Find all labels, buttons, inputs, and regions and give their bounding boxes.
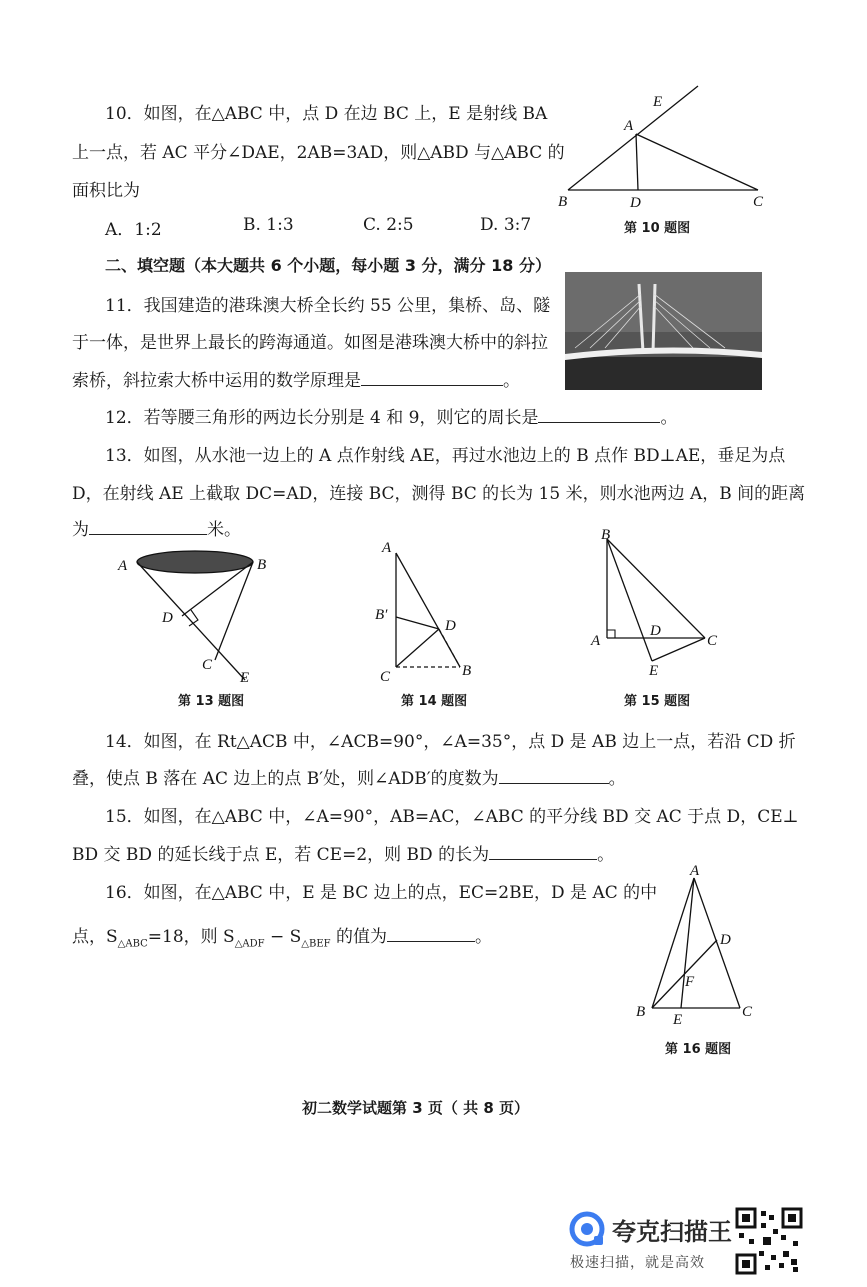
quark-logo-icon [568,1210,606,1248]
q15-label-e: E [649,663,659,679]
q15-label-c: C [707,633,718,649]
q15-label-d: D [650,623,661,639]
q13-line3: 为 米。 [72,520,241,540]
brand-slogan: 极速扫描，就是高效 [570,1255,705,1271]
q13-label-a: A [118,558,128,574]
q16-label-d: D [720,932,731,948]
q15-label-a: A [591,633,601,649]
bridge-photo [565,272,762,390]
q11-line2: 于一体，是世界上最长的跨海通道。如图是港珠澳大桥中的斜拉 [72,333,548,353]
q13-caption: 第 13 题图 [178,694,245,709]
q13-figure [110,540,270,685]
q15-line1: 15．如图，在△ABC 中，∠A=90°，AB=AC，∠ABC 的平分线 BD 交 AC 于点 D，CE⊥ [105,807,799,827]
q13-label-d: D [162,610,173,626]
q10-label-d: D [630,195,641,211]
q15-figure [585,525,725,680]
q16-label-b: B [636,1004,646,1020]
page-footer: 初二数学试题第 3 页（ 共 8 页） [302,1099,529,1117]
q10-line1: 10．如图，在△ABC 中，点 D 在边 BC 上，E 是射线 BA [105,104,548,124]
q16-label-a: A [690,863,700,879]
q13-line1: 13．如图，从水池一边上的 A 点作射线 AE，再过水池边上的 B 点作 BD⊥AE，垂足为点 [105,446,786,466]
q13-label-e: E [240,670,250,685]
qr-code-icon [735,1207,803,1275]
brand-name: 夸克扫描王 [612,1218,732,1246]
q10-option-c: C. 2:5 [363,215,414,235]
q11-line3: 索桥，斜拉索大桥中运用的数学原理是 。 [72,371,520,391]
q15-line2: BD 交 BD 的延长线于点 E，若 CE=2，则 BD 的长为 。 [72,845,615,865]
q16-label-e: E [673,1012,683,1028]
q10-label-a: A [624,118,634,134]
q16-caption: 第 16 题图 [665,1042,732,1057]
q14-line1: 14．如图，在 Rt△ACB 中，∠ACB=90°，∠A=35°，点 D 是 AB 边上一点，若沿 CD 折 [105,732,796,752]
section-2-heading: 二、填空题（本大题共 6 个小题，每小题 3 分，满分 18 分） [105,256,551,275]
q15-caption: 第 15 题图 [624,694,691,709]
q16-figure [628,858,768,1028]
q10-label-e: E [653,94,663,110]
q14-label-b: B [462,663,472,679]
q16-label-f: F [685,974,695,990]
q14-figure [372,535,492,685]
q13-line2: D，在射线 AE 上截取 DC=AD，连接 BC，测得 BC 的长为 15 米，则水池两边 A，B 间的距离 [72,484,806,504]
q10-label-b: B [558,194,568,210]
q10-option-a: A．1:2 [105,220,162,240]
q13-label-b: B [257,557,267,573]
q14-label-b-prime: B′ [375,607,388,623]
q12-line: 12．若等腰三角形的两边长分别是 4 和 9，则它的周长是 。 [105,408,678,428]
q14-label-a: A [382,540,392,556]
q14-caption: 第 14 题图 [401,694,468,709]
q16-line1: 16．如图，在△ABC 中，E 是 BC 边上的点，EC=2BE，D 是 AC 的中 [105,883,658,903]
q13-label-c: C [202,657,213,673]
q10-option-d: D. 3:7 [480,215,532,235]
cable-stayed-bridge-image [565,272,762,390]
q16-line2: 点，$S_{\triangle ABC}=18$，则 $S_{\triangle ADF} - S_{\triangle BEF}$ 的值为 。 [72,927,492,950]
q10-caption: 第 10 题图 [624,221,691,236]
q14-line2: 叠，使点 B 落在 AC 边上的点 B′处，则∠ADB′的度数为 。 [72,769,626,789]
q14-label-c: C [380,669,391,685]
q10-option-b: B. 1:3 [243,215,294,235]
q10-figure [548,78,778,213]
q16-label-c: C [742,1004,753,1020]
q10-line3: 面积比为 [72,181,140,201]
q11-line1: 11．我国建造的港珠澳大桥全长约 55 公里，集桥、岛、隧 [105,296,551,316]
q14-label-d: D [445,618,456,634]
q10-line2: 上一点，若 AC 平分∠DAE，2AB=3AD，则△ABD 与△ABC 的 [72,143,565,163]
q10-label-c: C [753,194,764,210]
q15-label-b: B [601,527,611,543]
